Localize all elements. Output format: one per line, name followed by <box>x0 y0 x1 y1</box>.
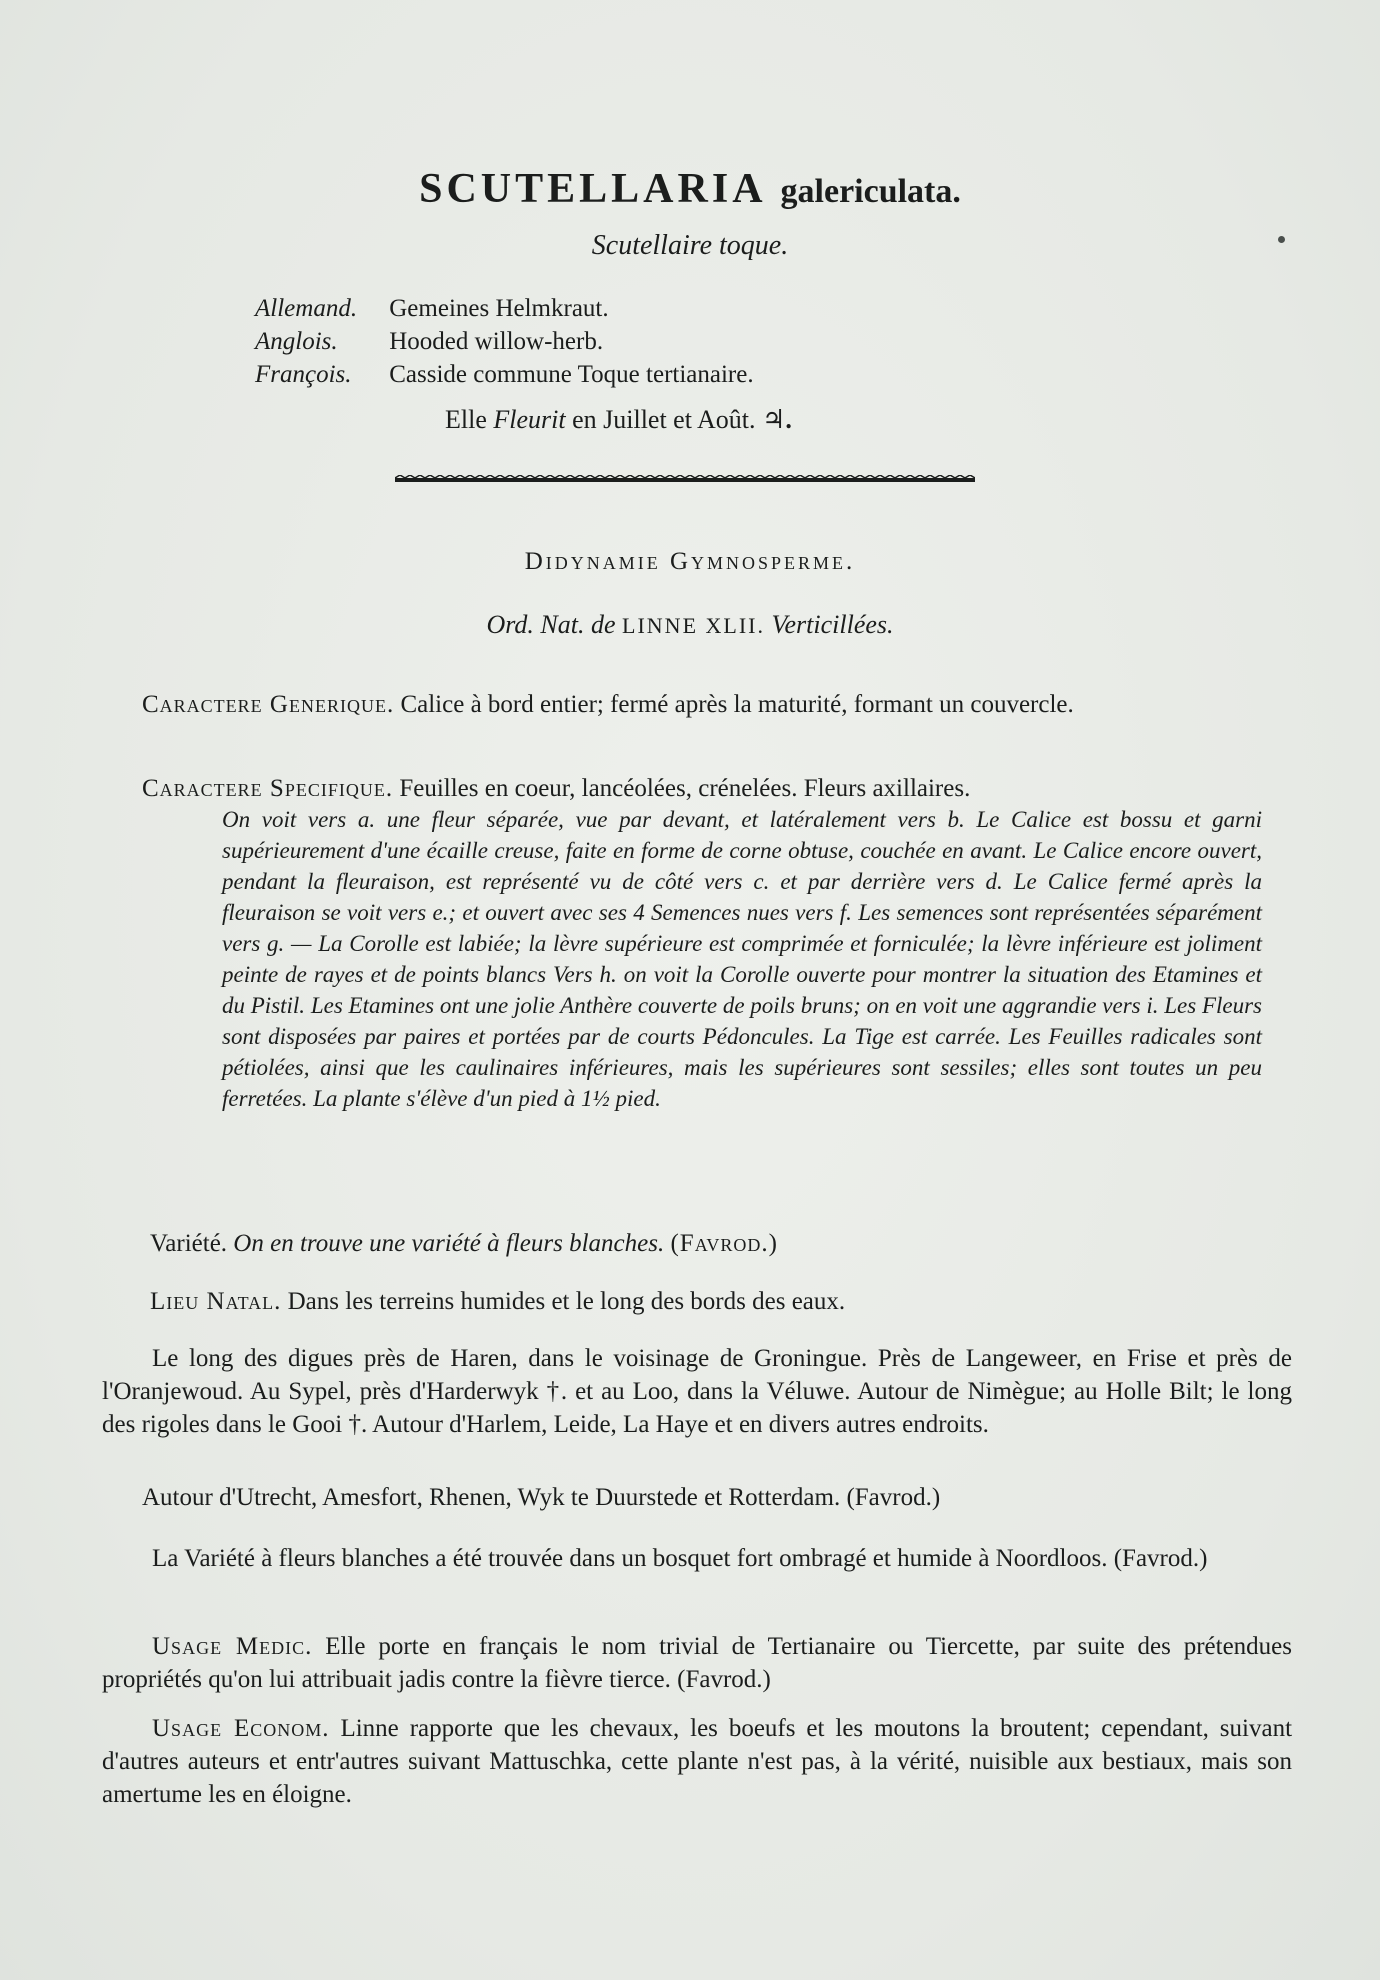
vernacular-names <box>255 292 754 391</box>
language-label: François. <box>255 361 352 388</box>
order-name: LINNE XLII. <box>622 613 765 638</box>
perennial-symbol: ♃. <box>762 405 792 434</box>
white-variety-location: La Variété à fleurs blanches a été trouvée dans un bosquet fort ombragé et humide à Noordloos. (Favrod.) <box>152 1545 1208 1572</box>
section-heading: Variété. <box>150 1230 228 1257</box>
section-heading: Caractere Generique. <box>142 691 395 718</box>
caractere-generique <box>102 688 1292 721</box>
flowering-verb: Fleurit <box>493 405 566 434</box>
lieu-natal <box>150 1288 845 1316</box>
section-heading: Caractere Specifique. <box>142 775 394 802</box>
section-text: Dans les terreins humides et le long des bords des eaux. <box>287 1288 846 1315</box>
species-name: galericulata. <box>780 173 961 210</box>
flowering-text: en Juillet et Août. <box>572 405 756 434</box>
section-text: On en trouve une variété à fleurs blanches. <box>233 1230 665 1257</box>
name-row <box>255 325 754 358</box>
source-citation: (Favrod.) <box>670 1230 778 1257</box>
natural-order-line <box>0 610 1380 640</box>
section-heading: Usage Medic. <box>152 1633 313 1660</box>
language-label: Anglois. <box>255 328 338 355</box>
locations-paragraph: Le long des digues près de Haren, dans le voisinage de Groningue. Près de Langeweer, en Frise et près de l'Oranjewoud. Au Sypel, près d'Harderwyk †. et au Loo, dans la Véluwe. Autour de Nimègue; au Holle Bilt; le long des rigoles dans le Gooi †. Autour d'Harlem, Leide, La Haye et en divers autres endroits. <box>102 1345 1292 1438</box>
section-text: Linne rapporte que les chevaux, les boeufs et les moutons la broutent; cependant, suivant d'autres auteurs et entr'autres suivant Mattuschka, cette plante n'est pas, à la vérité, nuisible aux bestiaux, mais son amertume les en éloigne. <box>102 1715 1293 1808</box>
usage-medic <box>102 1630 1292 1696</box>
section-heading: Usage Econom. <box>152 1715 330 1742</box>
language-label: Allemand. <box>255 295 358 322</box>
page-title <box>0 165 1380 213</box>
specific-description: On voit vers a. une fleur séparée, vue par devant, et latéralement vers b. Le Calice est bossu et garni supérieurement d'une écaille creuse, faite en forme de corne obtuse, couchée en avant. Le Calice encore ouvert, pendant la fleuraison, est représenté vu de côté vers c. et par derrière vers d. Le Calice fermé après la fleuraison se voit vers e.; et ouvert avec ses 4 Semences nues vers f. Les semences sont représentées séparément vers g. — La Corolle est labiée; la lèvre supérieure est comprimée et forniculée; la lèvre inférieure est joliment peinte de rayes et de points blancs Vers h. on voit la Corolle ouverte pour montrer la situation des Etamines et du Pistil. Les Etamines ont une jolie Anthère couverte de poils bruns; on en voit une aggrandie vers i. Les Fleurs sont disposées par paires et portées par de courts Pédoncules. La Tige est carrée. Les Feuilles radicales sont pétiolées, ainsi que les caulinaires inférieures, mais les supérieures sont sessiles; elles sont toutes un peu ferretées. La plante s'élève d'un pied à 1½ pied. <box>222 807 1262 1111</box>
vernacular-name: Hooded willow-herb. <box>389 328 604 355</box>
genus-name: SCUTELLARIA <box>419 166 767 212</box>
ornamental-rule <box>395 475 975 485</box>
locations-utrecht: Autour d'Utrecht, Amesfort, Rhenen, Wyk te Duurstede et Rotterdam. (Favrod.) <box>142 1484 941 1511</box>
variete-line <box>150 1230 778 1258</box>
flowering-prefix: Elle <box>445 405 487 434</box>
class-heading: Didynamie Gymnosperme. <box>524 548 856 575</box>
vernacular-name: Casside commune Toque tertianaire. <box>389 361 754 388</box>
name-row <box>255 292 754 325</box>
name-row <box>255 358 754 391</box>
french-name: Scutellaire toque. <box>591 230 789 261</box>
usage-econom <box>102 1712 1292 1811</box>
section-text: Elle porte en français le nom trivial de Tertianaire ou Tiercette, par suite des prétendues propriétés qu'on lui attribuait jadis contre la fièvre tierce. (Favrod.) <box>102 1633 1293 1693</box>
flowering-line <box>445 405 792 435</box>
section-heading: Lieu Natal. <box>150 1288 282 1315</box>
caractere-specifique <box>102 772 1292 805</box>
section-text: Calice à bord entier; fermé après la maturité, formant un couvercle. <box>400 691 1074 718</box>
vernacular-name: Gemeines Helmkraut. <box>389 295 609 322</box>
section-text: Feuilles en coeur, lancéolées, crénelées. Fleurs axillaires. <box>399 775 971 802</box>
order-family: Verticillées. <box>771 610 894 639</box>
order-prefix: Ord. Nat. de <box>486 610 616 639</box>
